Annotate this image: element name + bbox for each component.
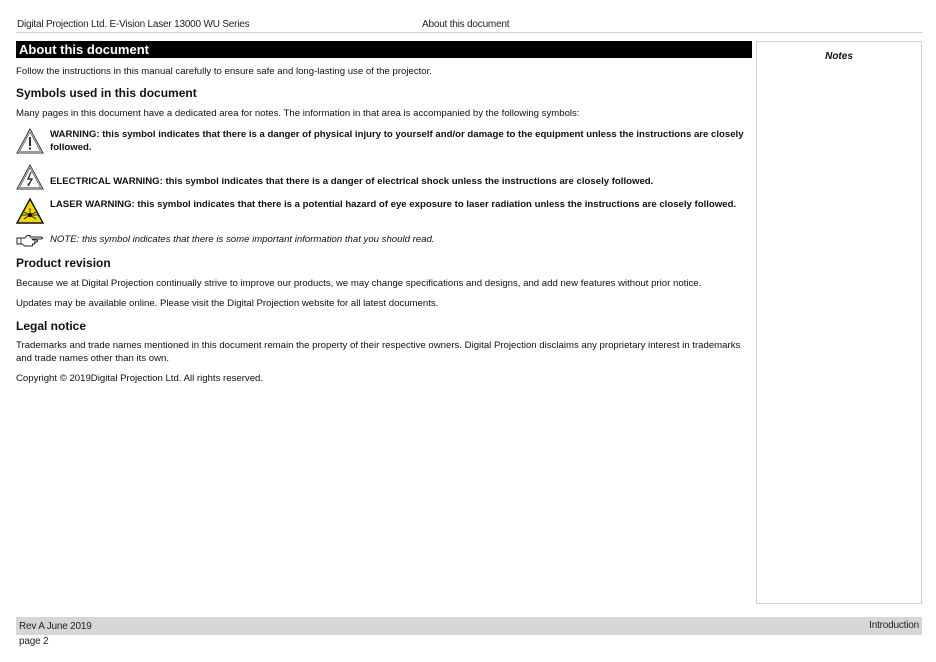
symbol-row-note	[16, 233, 752, 247]
footer-revision: Rev A June 2019	[19, 621, 92, 632]
header-document-title: Digital Projection Ltd. E-Vision Laser 13000 WU Series	[17, 19, 250, 30]
symbol-row-electrical	[16, 164, 752, 190]
product-revision-paragraph-2: Updates may be available online. Please visit the Digital Projection website for all latest documents.	[16, 298, 439, 309]
product-revision-paragraph-1: Because we at Digital Projection continually strive to improve our products, we may change specifications and designs, and add new features without prior notice.	[16, 278, 702, 289]
header-divider	[16, 32, 922, 33]
symbol-row-laser	[16, 198, 752, 226]
laser-warning-icon	[16, 198, 44, 229]
symbol-warning-text: WARNING: this symbol indicates that there is a danger of physical injury to yourself and/or damage to the equipment unless the instructions are closely followed.	[50, 129, 744, 153]
header-section-title: About this document	[422, 19, 510, 30]
warning-triangle-icon	[16, 128, 44, 159]
notes-title: Notes	[825, 51, 853, 62]
symbol-row-warning	[16, 128, 752, 156]
pointing-hand-icon	[16, 233, 44, 252]
footer-bar	[16, 617, 922, 635]
intro-paragraph: Follow the instructions in this manual carefully to ensure safe and long-lasting use of the projector.	[16, 66, 432, 77]
footer-section: Introduction	[869, 620, 919, 631]
notes-panel	[756, 41, 922, 604]
page-title: About this document	[16, 41, 752, 58]
symbol-electrical-text: ELECTRICAL WARNING: this symbol indicates that there is a danger of electrical shock unless the instructions are closely followed.	[50, 176, 654, 187]
symbols-heading: Symbols used in this document	[16, 86, 197, 100]
symbols-intro-paragraph: Many pages in this document have a dedicated area for notes. The information in that area is accompanied by the following symbols:	[16, 108, 580, 119]
legal-notice-heading: Legal notice	[16, 319, 87, 333]
copyright-text: Copyright © 2019Digital Projection Ltd. All rights reserved.	[16, 373, 264, 384]
footer-page-number: page 2	[19, 636, 49, 647]
symbol-laser-text: LASER WARNING: this symbol indicates that there is a potential hazard of eye exposure to laser radiation unless the instructions are closely followed.	[50, 199, 737, 210]
main-content	[16, 41, 752, 401]
electrical-warning-icon	[16, 164, 44, 195]
legal-notice-paragraph: Trademarks and trade names mentioned in this document remain the property of their respective owners. Digital Projection disclaims any proprietary interest in trademarks and trade names other than its own.	[16, 340, 741, 364]
product-revision-heading: Product revision	[16, 256, 111, 270]
symbol-note-text: NOTE: this symbol indicates that there is some important information that you should read.	[50, 234, 435, 245]
